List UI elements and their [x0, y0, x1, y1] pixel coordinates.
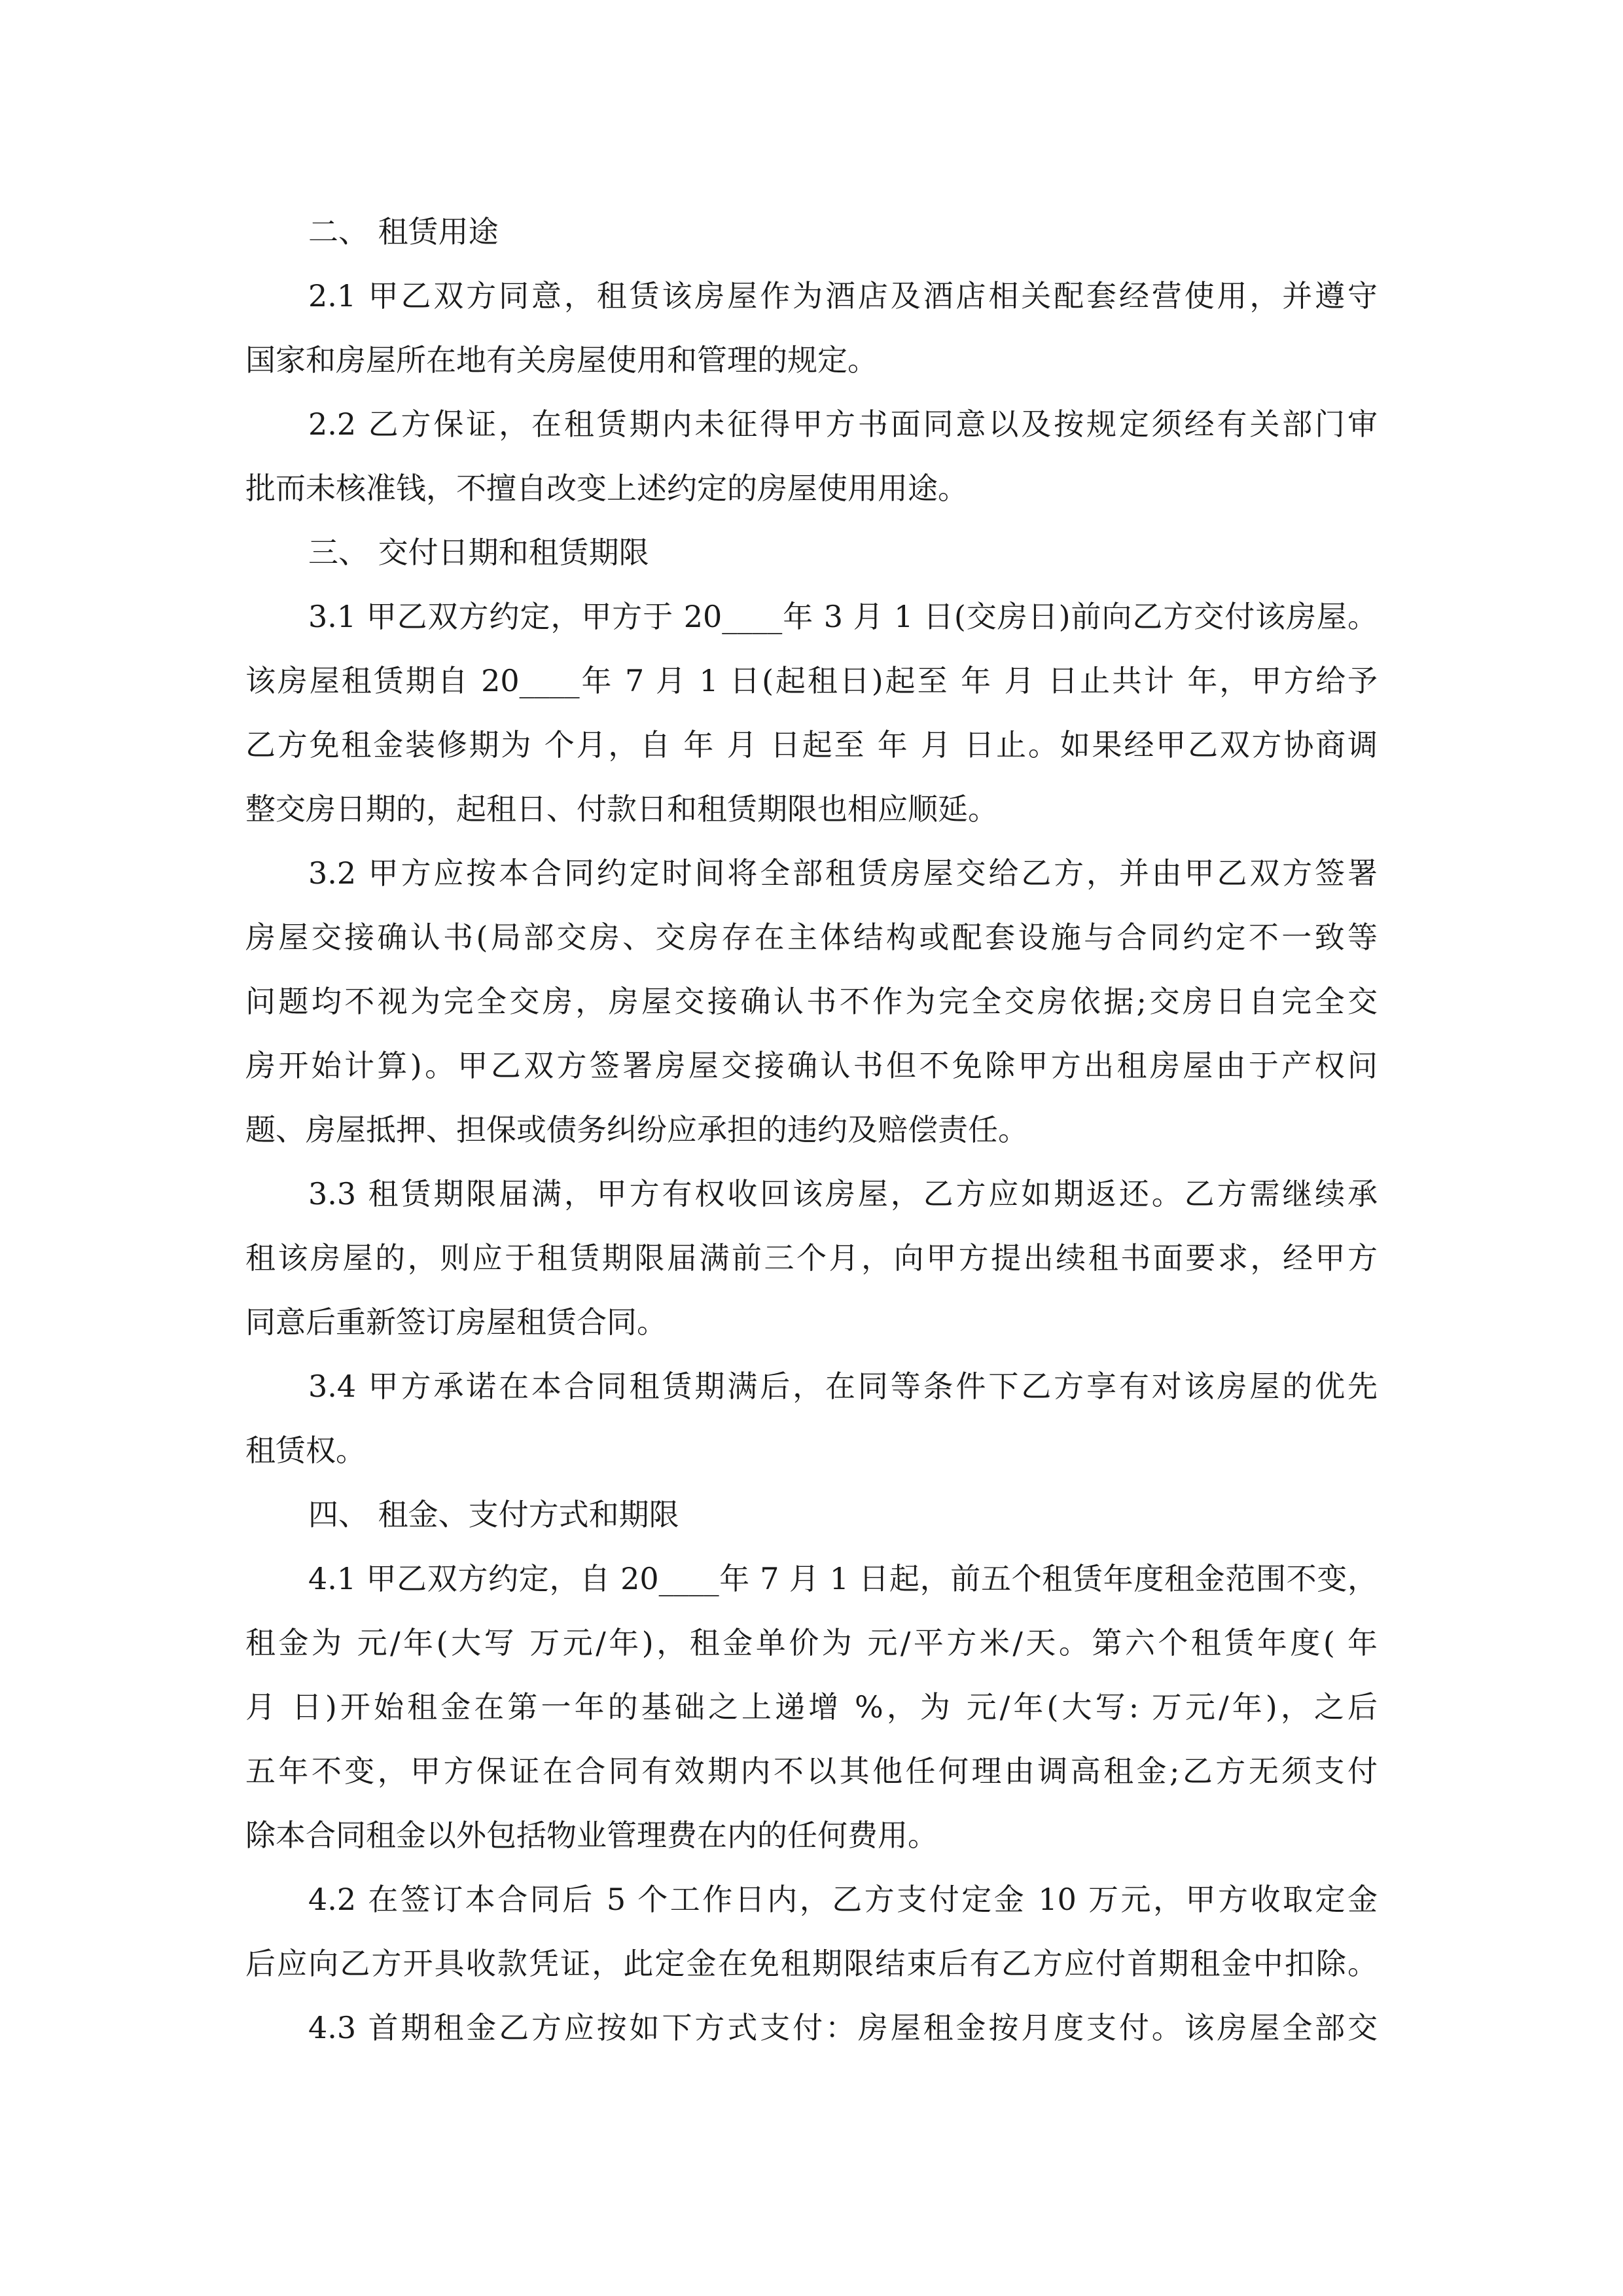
- text-line: 乙方免租金装修期为 个月，自 年 月 日起至 年 月 日止。如果经甲乙双方协商调: [245, 727, 1378, 762]
- text-line: 房开始计算)。甲乙双方签署房屋交接确认书但不免除甲方出租房屋由于产权问: [245, 1048, 1378, 1083]
- text-line: 五年不变，甲方保证在合同有效期内不以其他任何理由调高租金;乙方无须支付: [245, 1753, 1378, 1789]
- text-line: 房屋交接确认书(局部交房、交房存在主体结构或配套设施与合同约定不一致等: [245, 920, 1378, 955]
- text-line: 该房屋租赁期自 20____年 7 月 1 日(起租日)起至 年 月 日止共计 年，甲方给予: [245, 663, 1378, 698]
- document-body: [245, 200, 1378, 2060]
- text-line: 2.1 甲乙双方同意，租赁该房屋作为酒店及酒店相关配套经营使用，并遵守: [308, 278, 1378, 314]
- text-line: 题、房屋抵押、担保或债务纠纷应承担的违约及赔偿责任。: [245, 1112, 1028, 1147]
- text-line: 三、 交付日期和租赁期限: [308, 535, 649, 570]
- text-line: 3.4 甲方承诺在本合同租赁期满后，在同等条件下乙方享有对该房屋的优先: [308, 1369, 1378, 1404]
- text-line: 3.2 甲方应按本合同约定时间将全部租赁房屋交给乙方，并由甲乙双方签署: [308, 855, 1378, 891]
- text-line: 问题均不视为完全交房，房屋交接确认书不作为完全交房依据;交房日自完全交: [245, 984, 1378, 1019]
- text-line: 二、 租赁用途: [308, 214, 499, 249]
- text-line: 租赁权。: [245, 1433, 366, 1468]
- text-line: 整交房日期的，起租日、付款日和租赁期限也相应顺延。: [245, 791, 998, 827]
- text-line: 四、 租金、支付方式和期限: [308, 1497, 679, 1532]
- text-line: 批而未核准钱，不擅自改变上述约定的房屋使用用途。: [245, 471, 968, 506]
- text-line: 后应向乙方开具收款凭证，此定金在免租期限结束后有乙方应付首期租金中扣除。: [245, 1946, 1378, 1981]
- text-line: 同意后重新签订房屋租赁合同。: [245, 1304, 667, 1340]
- text-line: 3.1 甲乙双方约定，甲方于 20____年 3 月 1 日(交房日)前向乙方交付该房屋。: [308, 599, 1378, 634]
- text-line: 月 日)开始租金在第一年的基础之上递增 %，为 元/年(大写: 万元/年)，之后: [245, 1689, 1378, 1725]
- text-line: 4.1 甲乙双方约定，自 20____年 7 月 1 日起，前五个租赁年度租金范围不变，: [308, 1561, 1378, 1596]
- text-line: 4.3 首期租金乙方应按如下方式支付：房屋租金按月度支付。该房屋全部交: [308, 2010, 1378, 2045]
- text-line: 租金为 元/年(大写 万元/年)，租金单价为 元/平方米/天。第六个租赁年度( 年: [245, 1625, 1378, 1660]
- text-line: 4.2 在签订本合同后 5 个工作日内，乙方支付定金 10 万元，甲方收取定金: [308, 1882, 1378, 1917]
- text-line: 除本合同租金以外包括物业管理费在内的任何费用。: [245, 1818, 938, 1853]
- text-line: 租该房屋的，则应于租赁期限届满前三个月，向甲方提出续租书面要求，经甲方: [245, 1240, 1378, 1276]
- text-line: 国家和房屋所在地有关房屋使用和管理的规定。: [245, 342, 878, 378]
- text-line: 2.2 乙方保证，在租赁期内未征得甲方书面同意以及按规定须经有关部门审: [308, 406, 1378, 442]
- text-line: 3.3 租赁期限届满，甲方有权收回该房屋，乙方应如期返还。乙方需继续承: [308, 1176, 1378, 1211]
